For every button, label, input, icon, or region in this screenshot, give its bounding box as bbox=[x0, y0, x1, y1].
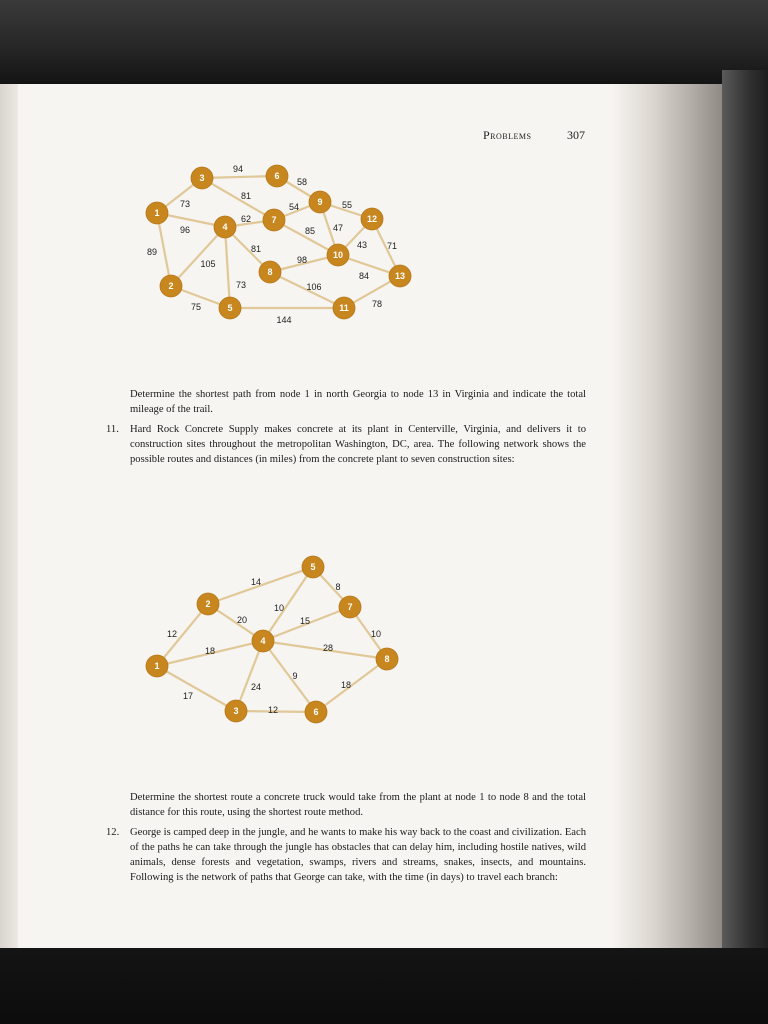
net2-node-label-2: 2 bbox=[205, 599, 211, 610]
net1-edge-weight-1-3: 73 bbox=[179, 199, 191, 209]
net1-edge-weight-3-7: 81 bbox=[240, 191, 252, 201]
net1-edge-weight-9-12: 55 bbox=[341, 200, 353, 210]
problem-text-12: George is camped deep in the jungle, and he wants to make his way back to the coast and civilization. Each of the paths he can take through the jungle has obstacles that can delay him, including hostile natives, wild animals, dense forests and vegetation, swamps, rivers and streams, snakes, insects, and mountains. Following is the network of paths that George can take, with the time (in days) to travel each branch: bbox=[130, 827, 586, 883]
net2-edge-weight-2-5: 14 bbox=[250, 577, 262, 587]
net1-node-label-5: 5 bbox=[227, 303, 233, 314]
net1-node-label-2: 2 bbox=[168, 281, 174, 292]
question-text-2: Determine the shortest route a concrete truck would take from the plant at node 1 to node 8 and the total distance for this route, using the shortest route method. bbox=[130, 792, 586, 818]
problem-number-12: 12. bbox=[106, 827, 120, 838]
question-text-1: Determine the shortest path from node 1 in north Georgia to node 13 in Virginia and indicate the total mileage of the trail. bbox=[130, 389, 586, 415]
running-title: Problems bbox=[483, 128, 532, 142]
net2-node-label-1: 1 bbox=[154, 661, 160, 672]
net1-node-label-13: 13 bbox=[394, 271, 406, 282]
net2-edge-weight-4-8: 28 bbox=[322, 643, 334, 653]
net1-edge-weight-1-4: 96 bbox=[179, 225, 191, 235]
net2-node-label-4: 4 bbox=[260, 636, 266, 647]
problem-12 bbox=[106, 825, 586, 885]
net1-edge-weight-12-13: 71 bbox=[386, 241, 398, 251]
page-number: 307 bbox=[567, 128, 585, 142]
net2-node-label-7: 7 bbox=[347, 602, 353, 613]
net2-edge-weight-3-6: 12 bbox=[267, 705, 279, 715]
net1-edge-weight-4-5: 73 bbox=[235, 280, 247, 290]
net1-node-label-8: 8 bbox=[267, 267, 273, 278]
net1-edge-weight-6-9: 58 bbox=[296, 177, 308, 187]
net2-edge-1-3 bbox=[157, 666, 236, 711]
net1-node-label-11: 11 bbox=[339, 303, 349, 314]
net2-node-label-5: 5 bbox=[310, 562, 316, 573]
net1-node-label-12: 12 bbox=[366, 214, 378, 225]
net1-node-label-4: 4 bbox=[222, 222, 228, 233]
net1-node-label-7: 7 bbox=[271, 215, 277, 226]
net1-edge-weight-7-10: 85 bbox=[304, 226, 316, 236]
net2-node-label-3: 3 bbox=[233, 706, 239, 717]
net2-node-label-8: 8 bbox=[384, 654, 390, 665]
net1-node-label-1: 1 bbox=[154, 208, 160, 219]
net1-edge-weight-4-8: 81 bbox=[250, 244, 262, 254]
net1-edge-weight-10-13: 84 bbox=[358, 271, 370, 281]
net2-edge-weight-4-3: 24 bbox=[250, 682, 262, 692]
net1-edge-weight-8-11: 106 bbox=[306, 282, 322, 292]
net1-edge-weight-3-6: 94 bbox=[232, 164, 244, 174]
net1-edge-weight-2-5: 75 bbox=[190, 302, 202, 312]
net1-node-label-9: 9 bbox=[317, 197, 323, 208]
net2-edge-weight-5-7: 8 bbox=[335, 582, 341, 592]
net2-edge-4-5 bbox=[263, 567, 313, 641]
net1-node-label-10: 10 bbox=[332, 250, 344, 261]
net1-edge-weight-7-9: 54 bbox=[288, 202, 300, 212]
net2-edge-weight-2-4: 20 bbox=[236, 615, 248, 625]
net2-edge-weight-6-8: 18 bbox=[340, 680, 352, 690]
net1-edge-weight-2-4: 105 bbox=[200, 259, 216, 269]
net2-node-label-6: 6 bbox=[313, 707, 319, 718]
net1-edge-weight-9-10: 47 bbox=[332, 223, 344, 233]
net1-node-label-6: 6 bbox=[274, 171, 280, 182]
net2-edge-4-6 bbox=[263, 641, 316, 712]
net1-edge-weight-12-10: 43 bbox=[356, 240, 368, 250]
net2-edge-weight-1-3: 18 bbox=[204, 646, 216, 656]
net2-edge-weight-1-2: 12 bbox=[166, 629, 178, 639]
net2-edge-weight-4-6: 9 bbox=[292, 671, 298, 681]
net1-edge-weight-1-2: 89 bbox=[146, 247, 158, 257]
question-paragraph-2 bbox=[130, 790, 586, 820]
net1-edge-weight-11-13: 78 bbox=[371, 299, 383, 309]
net2-edge-6-8 bbox=[316, 659, 387, 712]
net1-edge-weight-4-7: 62 bbox=[240, 214, 252, 224]
net1-node-label-3: 3 bbox=[199, 173, 205, 184]
problem-number-11: 11. bbox=[106, 424, 119, 435]
problem-text-11: Hard Rock Concrete Supply makes concrete at its plant in Centerville, Virginia, and delivers it to construction sites throughout the metropolitan Washington, DC, area. The following network shows the possible routes and distances (in miles) from the concrete plant to seven construction sites: bbox=[130, 424, 586, 465]
net2-edge-weight-4-5: 10 bbox=[273, 603, 285, 613]
net1-edge-weight-8-10: 98 bbox=[296, 255, 308, 265]
net2-edge-weight-7-8: 10 bbox=[370, 629, 382, 639]
net2-edge-weight-1-4: 17 bbox=[182, 691, 194, 701]
net1-edge-weight-5-11: 144 bbox=[276, 315, 292, 325]
net2-edge-weight-4-7: 15 bbox=[299, 616, 311, 626]
